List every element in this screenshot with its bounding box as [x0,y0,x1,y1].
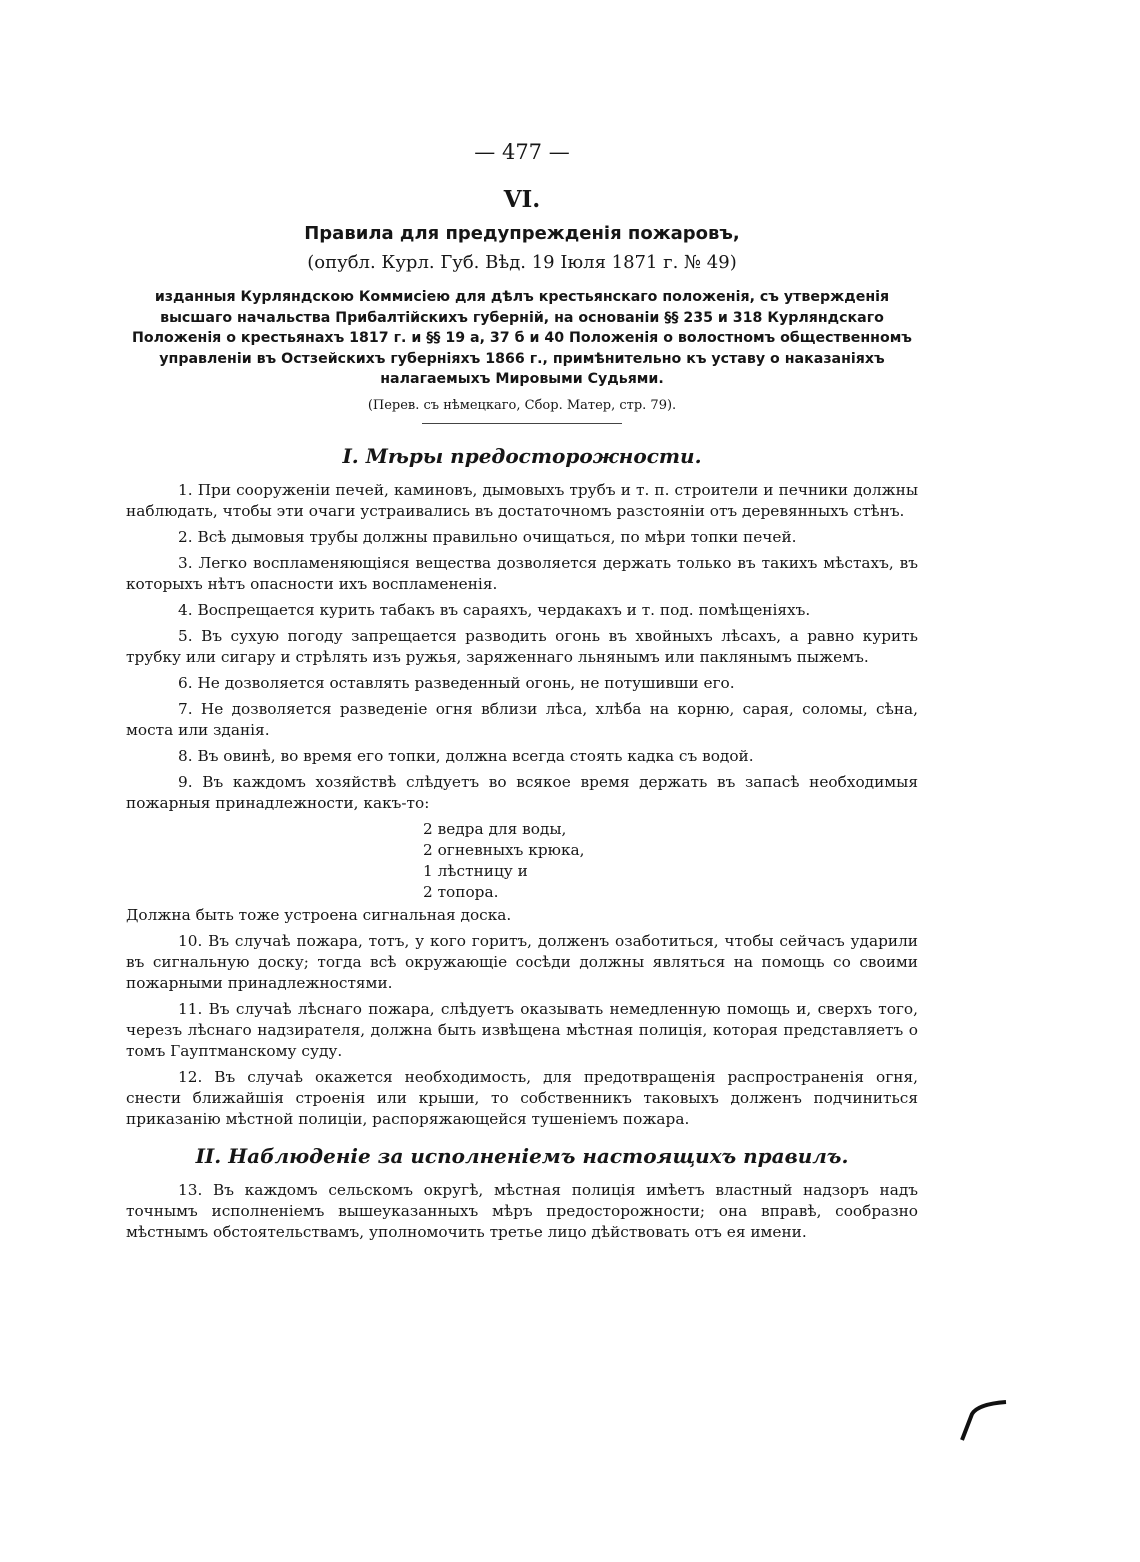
paragraph-13: 13. Въ каждомъ сельскомъ округѣ, мѣстная полиція имѣетъ властный надзоръ надъ точнымъ исполненіемъ вышеуказанныхъ мѣръ предосторожности; она вправѣ, сообразно мѣстнымъ обстоятельствамъ, уполномочить третье лицо дѣйствовать отъ ея имени. [126,1180,918,1241]
publication-note: (опубл. Курл. Губ. Вѣд. 19 Іюля 1871 г. № 49) [307,252,737,273]
section-1-heading: I. Мѣры предосторожности. [342,443,702,468]
signal-board-line: Должна быть тоже устроена сигнальная доска. [126,905,512,924]
equipment-item: 2 топора. [423,882,499,901]
paragraph-1: 1. При сооруженіи печей, каминовъ, дымовыхъ трубъ и т. п. строители и печники должны наблюдать, чтобы эти очаги устраивались въ достаточномъ разстояніи отъ деревянныхъ стѣнъ. [126,480,918,520]
separator-rule [422,423,622,424]
equipment-item: 1 лѣстницу и [423,861,528,880]
paragraph-7: 7. Не дозволяется разведеніе огня вблизи лѣса, хлѣба на корню, сарая, соломы, сѣна, моста или зданія. [126,699,918,739]
paragraph-9: 9. Въ каждомъ хозяйствѣ слѣдуетъ во всякое время держать въ запасѣ необходимыя пожарныя принадлежности, какъ-то: [126,772,918,812]
paragraph-4: 4. Воспрещается курить табакъ въ сараяхъ, чердакахъ и т. под. помѣщеніяхъ. [178,600,811,619]
document-title: Правила для предупрежденія пожаровъ, [304,223,740,244]
issued-by-text: изданныя Курляндскою Коммисіею для дѣлъ крестьянскаго положенія, съ утвержденія высшаго начальства Прибалтійскихъ губерній, на основаніи §§ 235 и 318 Курляндскаго Положенія о крестьянахъ 1817 г. и §§ 19 а, 37 б и 40 Положенія о волостномъ общественномъ управленіи въ Остзейскихъ губерніяхъ 1866 г., примѣнительно къ уставу о наказаніяхъ налагаемыхъ Мировыми Судьями. [132,289,912,387]
equipment-list [423,819,918,903]
paragraph-3: 3. Легко воспламеняющіяся вещества дозволяется держать только въ такихъ мѣстахъ, въ которыхъ нѣтъ опасности ихъ воспламененія. [126,553,918,593]
paragraph-10: 10. Въ случаѣ пожара, тотъ, у кого горитъ, долженъ озаботиться, чтобы сейчасъ ударили въ сигнальную доску; тогда всѣ окружающіе сосѣди должны являться на помощь со своими пожарными принадлежностями. [126,931,918,992]
paragraph-2: 2. Всѣ дымовыя трубы должны правильно очищаться, по мѣри топки печей. [178,527,797,546]
paragraph-11: 11. Въ случаѣ лѣснаго пожара, слѣдуетъ оказывать немедленную помощь и, сверхъ того, черезъ лѣснаго надзирателя, должна быть извѣщена мѣстная полиція, которая представляетъ о томъ Гауптманскому суду. [126,999,918,1060]
paragraph-5: 5. Въ сухую погоду запрещается разводить огонь въ хвойныхъ лѣсахъ, а равно курить трубку или сигару и стрѣлять изъ ружья, заряженнаго льнянымъ или паклянымъ пыжемъ. [126,626,918,666]
equipment-item: 2 огневныхъ крюка, [423,840,585,859]
section-roman-numeral: VI. [503,186,541,213]
page-number: — 477 — [474,140,570,164]
equipment-item: 2 ведра для воды, [423,819,567,838]
translation-note: (Перев. съ нѣмецкаго, Сбор. Матер, стр. 79). [367,397,677,413]
ink-mark-icon [958,1400,1018,1442]
paragraph-6: 6. Не дозволяется оставлять разведенный огонь, не потушивши его. [178,673,735,692]
paragraph-8: 8. Въ овинѣ, во время его топки, должна всегда стоять кадка съ водой. [178,746,754,765]
section-2-heading: II. Наблюденіе за исполненіемъ настоящихъ правилъ. [195,1143,849,1168]
paragraph-12: 12. Въ случаѣ окажется необходимость, для предотвращенія распространенія огня, снести ближайшія строенія или крыши, то собственникъ таковыхъ долженъ подчиниться приказанію мѣстной полиціи, распоряжающейся тушеніемъ пожара. [126,1067,918,1128]
